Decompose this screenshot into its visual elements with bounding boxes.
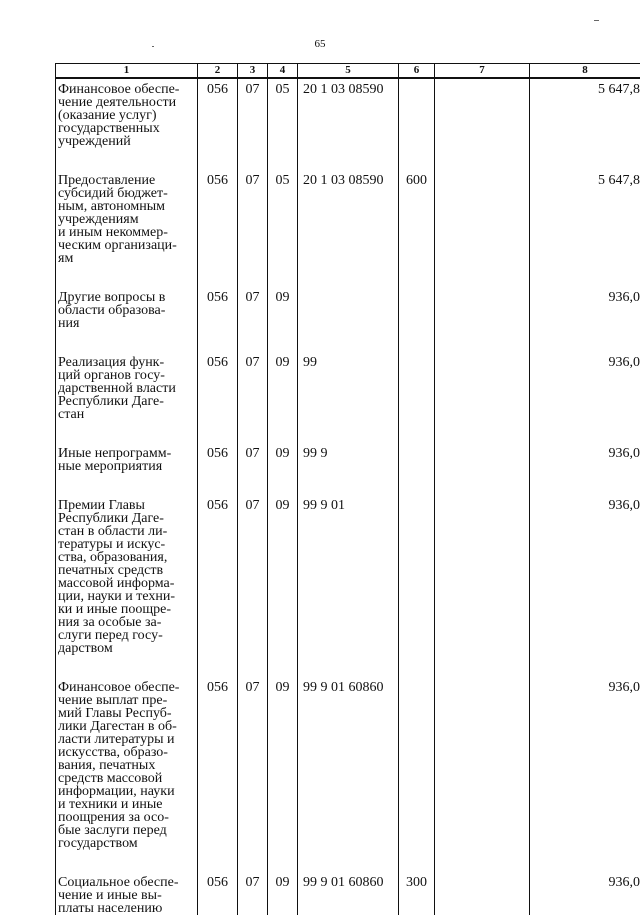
column-header: 5 [298,64,399,79]
table-row [56,352,640,443]
table-row [56,287,640,352]
cell-col6: 600 [399,170,435,287]
cell-col5: 20 1 03 08590 [298,170,399,287]
cell-col6: 300 [399,872,435,915]
cell-col4: 05 [268,170,298,287]
cell-col3: 07 [238,677,268,872]
cell-col8: 936,0 [530,677,640,872]
row-name: Реализация функ- ций органов госу- дарственной власти Республики Даге- стан [56,352,198,443]
scan-speck [152,46,154,47]
scan-speck [594,20,599,21]
column-header: 1 [56,64,198,79]
cell-col3: 07 [238,287,268,352]
cell-col5: 99 9 01 [298,495,399,677]
cell-col7 [435,78,530,170]
cell-col2: 056 [198,495,238,677]
cell-col3: 07 [238,872,268,915]
cell-col8: 936,0 [530,287,640,352]
column-header: 7 [435,64,530,79]
row-name: Социальное обеспе- чение и иные вы- платы населению [56,872,198,915]
cell-col8: 5 647,8 [530,78,640,170]
cell-col3: 07 [238,78,268,170]
table-row [56,495,640,677]
column-header: 3 [238,64,268,79]
cell-col2: 056 [198,352,238,443]
cell-col5: 99 9 01 60860 [298,677,399,872]
cell-col2: 056 [198,287,238,352]
cell-col4: 09 [268,352,298,443]
cell-col3: 07 [238,495,268,677]
cell-col8: 936,0 [530,443,640,495]
cell-col4: 09 [268,677,298,872]
cell-col5: 99 9 01 60860 [298,872,399,915]
cell-col3: 07 [238,170,268,287]
cell-col3: 07 [238,352,268,443]
row-name: Финансовое обеспе- чение деятельности (оказание услуг) государственных учреждений [56,78,198,170]
cell-col2: 056 [198,443,238,495]
column-header: 8 [530,64,640,79]
cell-col7 [435,677,530,872]
cell-col7 [435,495,530,677]
cell-col2: 056 [198,677,238,872]
cell-col4: 05 [268,78,298,170]
cell-col2: 056 [198,872,238,915]
row-name: Финансовое обеспе- чение выплат пре- мий Главы Респуб- лики Дагестан в об- ласти литературы и искусства, образо- вания, печатных средств массовой информации, науки и техники и иные поощрения за осо- бые заслуги перед государством [56,677,198,872]
cell-col7 [435,872,530,915]
cell-col4: 09 [268,443,298,495]
row-name: Предоставление субсидий бюджет- ным, автономным учреждениям и иным некоммер- ческим организаци- ям [56,170,198,287]
column-header: 2 [198,64,238,79]
cell-col8: 5 647,8 [530,170,640,287]
cell-col3: 07 [238,443,268,495]
cell-col2: 056 [198,78,238,170]
row-name: Премии Главы Республики Даге- стан в области ли- тературы и искус- ства, образования, печатных средств массовой информа- ции, науки и техни- ки и иные поощре- ния за особые за- слуги перед госу- дарством [56,495,198,677]
cell-col4: 09 [268,287,298,352]
cell-col2: 056 [198,170,238,287]
cell-col6 [399,443,435,495]
table-row [56,170,640,287]
cell-col5: 20 1 03 08590 [298,78,399,170]
cell-col6 [399,352,435,443]
cell-col5 [298,287,399,352]
cell-col6 [399,287,435,352]
table-row [56,78,640,170]
row-name: Иные непрограмм- ные мероприятия [56,443,198,495]
table-row [56,677,640,872]
table-row [56,872,640,915]
cell-col6 [399,78,435,170]
column-header: 4 [268,64,298,79]
cell-col7 [435,170,530,287]
cell-col8: 936,0 [530,495,640,677]
cell-col5: 99 9 [298,443,399,495]
row-name: Другие вопросы в области образова- ния [56,287,198,352]
table-row [56,443,640,495]
cell-col7 [435,443,530,495]
column-header: 6 [399,64,435,79]
cell-col7 [435,352,530,443]
cell-col6 [399,677,435,872]
cell-col5: 99 [298,352,399,443]
cell-col4: 09 [268,872,298,915]
cell-col4: 09 [268,495,298,677]
page-number: 65 [0,38,640,50]
table-header-row [56,64,640,79]
cell-col6 [399,495,435,677]
budget-table [55,63,640,915]
cell-col7 [435,287,530,352]
cell-col8: 936,0 [530,872,640,915]
cell-col8: 936,0 [530,352,640,443]
